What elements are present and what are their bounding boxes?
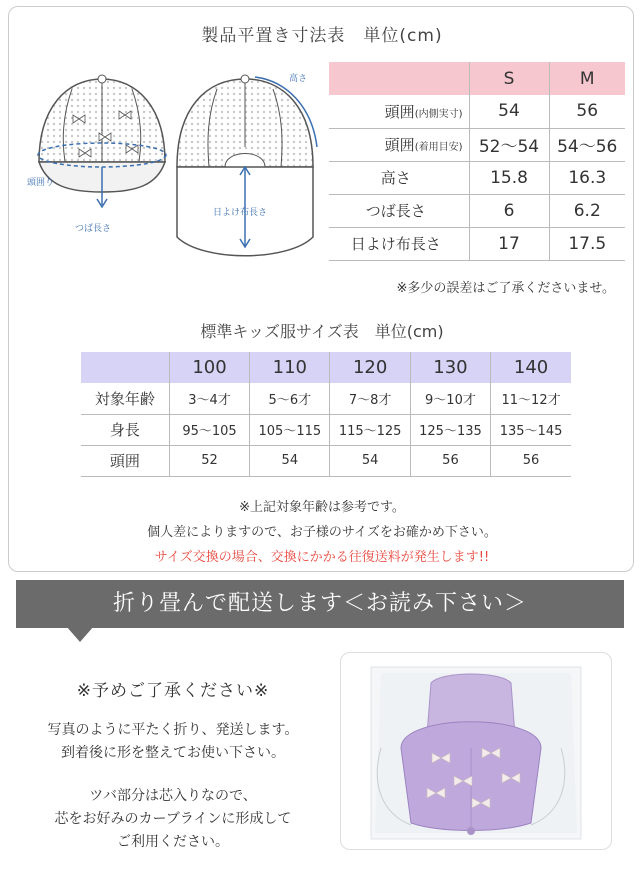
table-cell: 95〜105 bbox=[169, 414, 249, 445]
size-table-header bbox=[329, 62, 625, 95]
table-cell: 7〜8才 bbox=[330, 383, 410, 414]
cap-diagram-svg bbox=[27, 67, 327, 267]
kids-size-table bbox=[81, 352, 571, 477]
kids-col: 130 bbox=[410, 352, 490, 383]
row-label: 日よけ布長さ bbox=[329, 227, 469, 260]
row-label: 対象年齢 bbox=[81, 383, 169, 414]
table-cell: 15.8 bbox=[469, 161, 549, 194]
cap-diagrams bbox=[27, 67, 327, 267]
table-cell: 6.2 bbox=[549, 194, 625, 227]
table-cell: 54 bbox=[330, 445, 410, 476]
notice-line: 到着後に形を整えてお使い下さい。 bbox=[61, 745, 285, 761]
table-row bbox=[329, 95, 625, 128]
size-table bbox=[329, 62, 625, 261]
table-cell: 54 bbox=[250, 445, 330, 476]
table-cell: 54 bbox=[469, 95, 549, 128]
kids-notes bbox=[9, 495, 635, 570]
size-chart-title: 製品平置き寸法表 単位(cm) bbox=[201, 26, 443, 46]
table-row bbox=[81, 414, 571, 445]
table-row bbox=[329, 194, 625, 227]
age-reference-note: ※上記対象年齢は参考です。 bbox=[239, 500, 405, 515]
table-cell: 17.5 bbox=[549, 227, 625, 260]
table-row bbox=[329, 128, 625, 161]
size-col-m: M bbox=[549, 62, 625, 95]
row-label: 頭囲 bbox=[81, 445, 169, 476]
table-row bbox=[329, 227, 625, 260]
row-label: つば長さ bbox=[329, 194, 469, 227]
row-label: 高さ bbox=[329, 161, 469, 194]
height-label: 高さ bbox=[289, 74, 308, 84]
table-cell: 135〜145 bbox=[491, 414, 571, 445]
notice-heading: ※予めご了承ください※ bbox=[76, 681, 270, 701]
kids-col: 140 bbox=[491, 352, 571, 383]
shipping-notice bbox=[18, 676, 328, 854]
table-cell: 9〜10才 bbox=[410, 383, 490, 414]
exchange-warning: サイズ交換の場合、交換にかかる往復送料が発生します!! bbox=[154, 550, 490, 565]
row-label: 頭囲 bbox=[384, 102, 415, 121]
notice-line: ツバ部分は芯入りなので、 bbox=[89, 788, 257, 804]
kids-table-header bbox=[81, 352, 571, 383]
table-cell: 5〜6才 bbox=[250, 383, 330, 414]
table-cell: 125〜135 bbox=[410, 414, 490, 445]
cap-back-illustration bbox=[177, 75, 317, 256]
table-cell: 3〜4才 bbox=[169, 383, 249, 414]
row-sublabel: (着用目安) bbox=[414, 142, 463, 153]
notice-line: 写真のように平たく折り、発送します。 bbox=[47, 722, 299, 738]
table-cell: 56 bbox=[491, 445, 571, 476]
notice-line: ご利用ください。 bbox=[117, 834, 229, 850]
table-cell: 56 bbox=[410, 445, 490, 476]
table-row bbox=[81, 383, 571, 414]
size-col-s: S bbox=[469, 62, 549, 95]
table-row bbox=[81, 445, 571, 476]
table-cell: 105〜115 bbox=[250, 414, 330, 445]
cap-front-illustration bbox=[38, 75, 166, 207]
folded-cap-image bbox=[341, 653, 611, 849]
row-sublabel: (内側実寸) bbox=[414, 108, 463, 120]
table-cell: 54〜56 bbox=[549, 128, 625, 161]
table-cell: 52〜54 bbox=[469, 128, 549, 161]
kids-col: 100 bbox=[169, 352, 249, 383]
row-label: 頭囲 bbox=[384, 136, 415, 154]
table-row bbox=[329, 161, 625, 194]
table-cell: 16.3 bbox=[549, 161, 625, 194]
table-cell: 17 bbox=[469, 227, 549, 260]
table-cell: 6 bbox=[469, 194, 549, 227]
tolerance-note: ※多少の誤差はご了承くださいませ。 bbox=[396, 281, 615, 296]
size-info-card bbox=[8, 6, 634, 572]
kids-chart-title: 標準キッズ服サイズ表 単位(cm) bbox=[200, 322, 444, 341]
brim-label: つば長さ bbox=[75, 224, 112, 234]
sunshade-label: 日よけ布長さ bbox=[213, 208, 268, 218]
table-cell: 52 bbox=[169, 445, 249, 476]
size-check-note: 個人差によりますので、お子様のサイズをお確かめ下さい。 bbox=[147, 525, 497, 540]
banner-pointer bbox=[66, 626, 94, 642]
shipping-banner: 折り畳んで配送します＜お読み下さい＞ bbox=[16, 580, 624, 628]
notice-line: 芯をお好みのカーブラインに形成して bbox=[54, 811, 292, 827]
table-cell: 56 bbox=[549, 95, 625, 128]
folded-cap-photo bbox=[340, 652, 612, 850]
table-cell: 11〜12才 bbox=[491, 383, 571, 414]
table-cell: 115〜125 bbox=[330, 414, 410, 445]
kids-col: 110 bbox=[250, 352, 330, 383]
kids-col: 120 bbox=[330, 352, 410, 383]
head-circ-label: 頭囲り bbox=[27, 178, 55, 188]
row-label: 身長 bbox=[81, 414, 169, 445]
